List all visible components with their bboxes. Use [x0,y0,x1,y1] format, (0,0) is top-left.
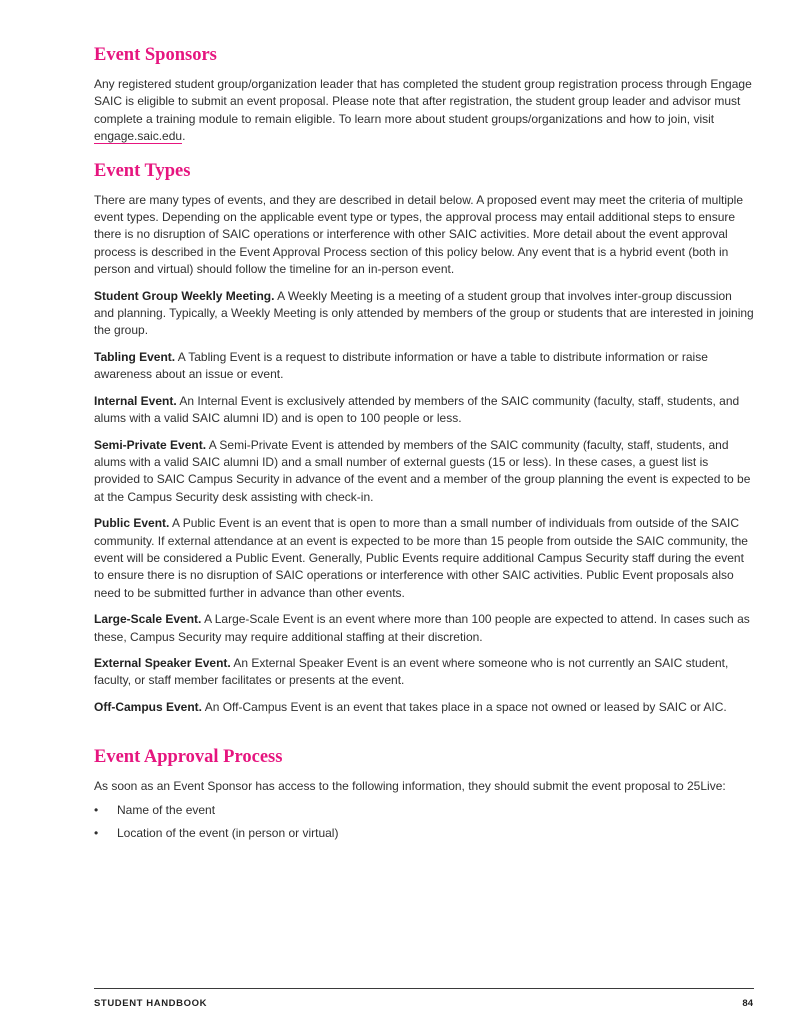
term-label: Student Group Weekly Meeting. [94,288,275,303]
term-label: External Speaker Event. [94,655,231,670]
term-label: Internal Event. [94,393,177,408]
term-description: A Public Event is an event that is open to more than a small number of individuals from outside of the SAIC community. If external attendance at an event is expected to be more than 15 people from outside the SAIC community, the event will be considered a Public Event. Generally, Public Events require additional Campus Security staff during the event to ensure there is no disruption of SAIC operations or interference with other SAIC activities. Public Event proposals also need to be submitted further in advance than other events. [94,516,748,600]
list-item: • Location of the event (in person or virtual) [94,825,754,842]
section-heading-event-approval-process: Event Approval Process [94,747,283,768]
approval-info-list [94,802,754,843]
event-type-weekly-meeting [94,288,754,340]
term-label: Semi-Private Event. [94,437,207,452]
event-type-external-speaker [94,655,754,690]
term-label: Off-Campus Event. [94,699,203,714]
event-type-internal [94,393,754,428]
bullet-icon: • [94,802,99,817]
term-description: A Weekly Meeting is a meeting of a student group that involves inter-group discussion and planning. Typically, a Weekly Meeting is only attended by members of the group or students that are interested in joining the group. [94,288,754,338]
engage-saic-link[interactable]: engage.saic.edu [94,129,183,144]
section-heading-event-sponsors: Event Sponsors [94,45,217,65]
event-type-tabling [94,349,754,384]
term-label: Public Event. [94,516,170,531]
footer-title: STUDENT HANDBOOK [94,998,208,1009]
event-types-intro: There are many types of events, and they are described in detail below. A proposed event may meet the criteria of multiple event types. Depending on the applicable event type or types, the approval process may entail additional steps to ensure there is no disruption of SAIC operations or interference with other SAIC activities. More detail about the event approval process is described in the Event Approval Process section of this policy below. Any event that is a hybrid event (both in person and virtual) should follow the timeline for an in-person event. [94,192,744,277]
event-type-semi-private [94,437,754,507]
term-description: An Off-Campus Event is an event that takes place in a space not owned or leased by SAIC or AIC. [202,699,727,714]
section-heading-event-types: Event Types [94,160,191,181]
term-description: An External Speaker Event is an event where someone who is not currently an SAIC student, faculty, or staff member facilitates or presents at the event. [94,655,729,688]
page-content [94,0,754,842]
page-number: 84 [742,998,753,1009]
event-type-off-campus [94,699,754,716]
event-type-public [94,515,754,602]
event-sponsors-paragraph: Any registered student group/organization leader that has completed the student group registration process through Engage SAIC is eligible to submit an event proposal. Please note that after registration, the student group leader and advisor must complete a training module to remain eligible. To learn more about student groups/organizations and how to join, visit engage.saic.edu. [94,77,752,144]
term-description: An Internal Event is exclusively attended by members of the SAIC community (faculty, staff, students, and alums with a valid SAIC alumni ID) and is open to 100 people or less. [94,393,740,426]
event-sponsors-text: Any registered student group/organization leader that has completed the student group registration process through Engage SAIC is eligible to submit an event proposal. Please note that after registration, the student group leader and advisor must complete a training module to remain eligible. To learn more about student groups/organizations and how to join, visit [94,77,752,126]
term-description: A Large-Scale Event is an event where more than 100 people are expected to attend. In cases such as these, Campus Security may require additional staffing at their discretion. [94,612,750,644]
term-label: Tabling Event. [94,349,176,364]
term-description: A Tabling Event is a request to distribute information or have a table to distribute information or raise awareness about an issue or event. [94,349,708,382]
footer-divider [94,988,754,989]
term-label: Large-Scale Event. [94,612,202,627]
bullet-icon: • [94,826,99,840]
term-description: A Semi-Private Event is attended by members of the SAIC community (faculty, staff, students, and alums with a valid SAIC alumni ID) and a small number of external guests (15 or less). In these cases, a guest list is provided to SAIC Campus Security in advance of the event and a member of the group planning the event is expected to be at the Campus Security desk assisting with check-in. [94,437,751,504]
list-item: • Name of the event [94,802,754,819]
event-type-large-scale [94,611,754,646]
event-approval-intro: As soon as an Event Sponsor has access to the following information, they should submit the event proposal to 25Live: [94,779,726,794]
